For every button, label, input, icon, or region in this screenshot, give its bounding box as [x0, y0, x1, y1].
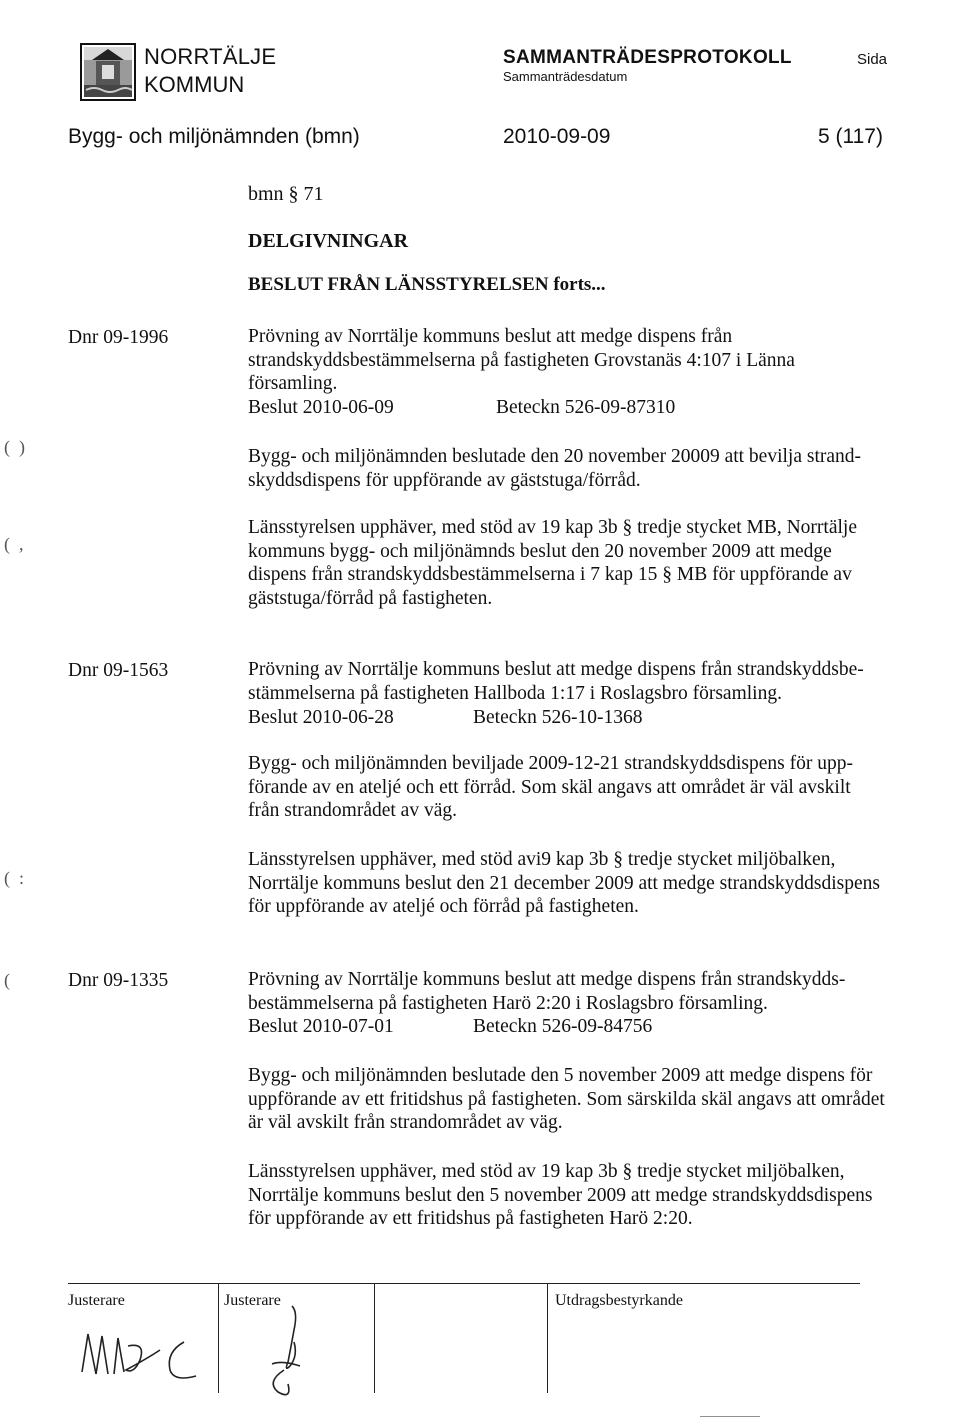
footer-top-rule: [68, 1283, 860, 1284]
text-line: Norrtälje kommuns beslut den 5 november 2009 att medge strandskyddsdispens: [248, 1184, 873, 1206]
footer-divider: [374, 1283, 375, 1393]
case-dnr: Dnr 09-1563: [68, 660, 169, 681]
text-line: för uppförande av ateljé och förråd på fastigheten.: [248, 896, 639, 917]
case-county-text: [248, 848, 908, 919]
case-board-text: [248, 445, 908, 492]
municipality-crest-logo: [80, 43, 136, 101]
text-line: bestämmelserna på fastigheten Harö 2:20 i Roslagsbro församling.: [248, 992, 768, 1014]
scan-mark: (: [4, 970, 10, 990]
text-line: Prövning av Norrtälje kommuns beslut att medge dispens från strandskyddsbe-: [248, 659, 864, 680]
scan-mark: ( ): [4, 437, 25, 457]
footer-divider: [218, 1283, 219, 1393]
decision-reference: Beteckn 526-09-84756: [473, 1016, 653, 1037]
protocol-title: SAMMANTRÄDESPROTOKOLL: [503, 47, 792, 68]
text-line: Bygg- och miljönämnden beslutade den 20 november 20009 att bevilja strand-: [248, 446, 862, 467]
text-line: för uppförande av ett fritidshus på fastigheten Harö 2:20.: [248, 1208, 693, 1229]
case-dnr: Dnr 09-1335: [68, 970, 169, 991]
case-board-text: [248, 1064, 908, 1135]
adjuster2-label: Justerare: [224, 1292, 281, 1309]
meeting-date-label: Sammanträdesdatum: [503, 69, 628, 84]
section-subheading: BESLUT FRÅN LÄNSSTYRELSEN forts...: [248, 274, 606, 295]
signature-2: [258, 1300, 318, 1410]
page-label: Sida: [857, 51, 888, 68]
text-line: stämmelserna på fastigheten Hallboda 1:17 i Roslagsbro församling.: [248, 682, 782, 704]
decision-label: Beslut 2010-07-01: [248, 1016, 394, 1037]
case-board-text: [248, 752, 908, 823]
text-line: Prövning av Norrtälje kommuns beslut att medge dispens från strandskydds-: [248, 969, 846, 990]
text-line: Bygg- och miljönämnden beviljade 2009-12-21 strandskyddsdispens för upp-: [248, 753, 853, 774]
section-heading: DELGIVNINGAR: [248, 230, 409, 252]
case-review-text: [248, 325, 908, 396]
extract-label: Utdragsbestyrkande: [555, 1292, 683, 1309]
text-line: strandskyddsbestämmelserna på fastigheten Grovstanäs 4:107 i Länna: [248, 349, 795, 371]
meeting-date: 2010-09-09: [503, 125, 611, 148]
text-line: skyddsdispens för uppförande av gäststuga/förråd.: [248, 469, 641, 491]
text-line: Länsstyrelsen upphäver, med stöd av 19 kap 3b § tredje stycket MB, Norrtälje: [248, 517, 857, 538]
text-line: Prövning av Norrtälje kommuns beslut att medge dispens från: [248, 326, 733, 347]
text-line: förande av en ateljé och ett förråd. Som skäl angavs att området är väl avskilt: [248, 776, 851, 798]
decision-label: Beslut 2010-06-28: [248, 707, 394, 728]
text-line: uppförande av ett fritidshus på fastigheten. Som särskilda skäl angavs att området: [248, 1088, 885, 1110]
decision-reference: Beteckn 526-10-1368: [473, 707, 643, 728]
case-review-text: [248, 658, 908, 705]
paragraph-ref: bmn § 71: [248, 183, 324, 205]
decision-label: Beslut 2010-06-09: [248, 397, 394, 418]
footer-divider: [547, 1283, 548, 1393]
org-name-line1: NORRTÄLJE: [144, 44, 277, 69]
decision-reference: Beteckn 526-09-87310: [496, 397, 676, 418]
text-line: Länsstyrelsen upphäver, med stöd avi9 kap 3b § tredje stycket miljöbalken,: [248, 849, 836, 870]
text-line: Bygg- och miljönämnden beslutade den 5 november 2009 att medge dispens för: [248, 1065, 873, 1086]
text-line: Länsstyrelsen upphäver, med stöd av 19 kap 3b § tredje stycket miljöbalken,: [248, 1161, 845, 1182]
scan-rule: [700, 1416, 760, 1417]
org-name-line2: KOMMUN: [144, 72, 245, 97]
scan-mark: ( ,: [4, 534, 24, 554]
text-line: är väl avskilt från strandområdet av väg.: [248, 1112, 563, 1133]
page-number: 5 (117): [818, 125, 883, 148]
text-line: Norrtälje kommuns beslut den 21 december 2009 att medge strandskyddsdispens: [248, 872, 880, 894]
adjuster1-label: Justerare: [68, 1292, 125, 1309]
signature-1: [74, 1312, 204, 1402]
text-line: dispens från strandskyddsbestämmelserna i 7 kap 15 § MB för uppförande av: [248, 564, 852, 585]
case-county-text: [248, 516, 908, 610]
text-line: från strandområdet av väg.: [248, 800, 457, 821]
case-dnr: Dnr 09-1996: [68, 327, 169, 348]
scan-mark: ( :: [4, 868, 24, 888]
text-line: församling.: [248, 373, 338, 394]
case-county-text: [248, 1160, 908, 1231]
text-line: gäststuga/förråd på fastigheten.: [248, 587, 493, 609]
case-review-text: [248, 968, 908, 1015]
board-name: Bygg- och miljönämnden (bmn): [68, 125, 360, 148]
text-line: kommuns bygg- och miljönämnds beslut den 20 november 2009 att medge: [248, 540, 832, 562]
